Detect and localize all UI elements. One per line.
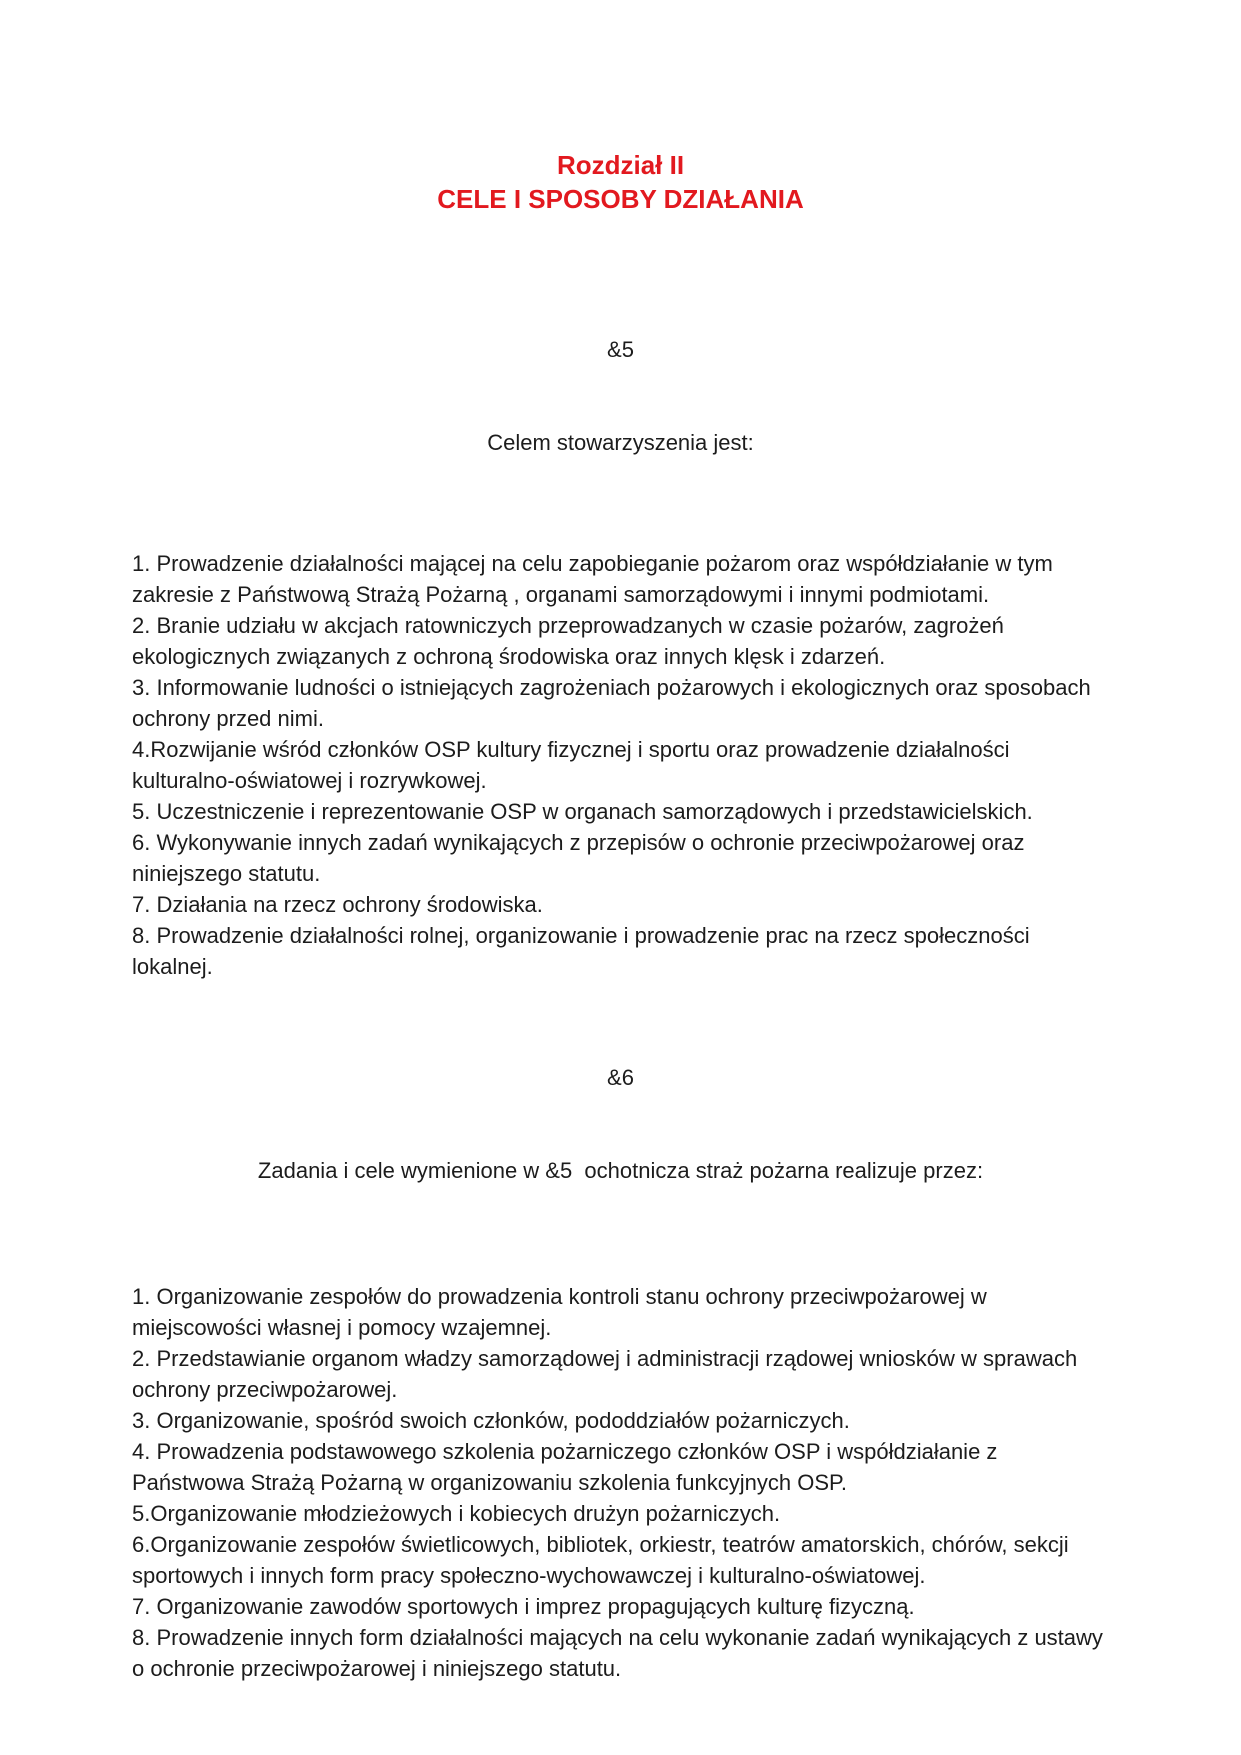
section5-header [132, 272, 1109, 520]
list-item: 1. Prowadzenie działalności mającej na celu zapobieganie pożarom oraz współdziałanie w tym zakresie z Państwową Strażą Pożarną , organami samorządowymi i innymi podmiotami. [132, 551, 1053, 607]
list-item: 2. Przedstawianie organom władzy samorządowej i administracji rządowej wniosków w sprawach ochrony przeciwpożarowej. [132, 1346, 1078, 1402]
list-item: 3. Informowanie ludności o istniejących zagrożeniach pożarowych i ekologicznych oraz sposobach ochrony przed nimi. [132, 675, 1091, 731]
list-item: 4.Rozwijanie wśród członków OSP kultury fizycznej i sportu oraz prowadzenie działalności kulturalno-oświatowej i rozrywkowej. [132, 737, 1010, 793]
section5-intro: Celem stowarzyszenia jest: [487, 430, 754, 455]
list-item: 5. Uczestniczenie i reprezentowanie OSP w organach samorządowych i przedstawicielskich. [132, 799, 1033, 824]
chapter-title [132, 148, 1109, 216]
list-item: 8. Prowadzenie działalności rolnej, organizowanie i prowadzenie prac na rzecz społeczności lokalnej. [132, 923, 1030, 979]
chapter-title-line1: Rozdział II [556, 150, 685, 180]
list-item: 6. Wykonywanie innych zadań wynikających z przepisów o ochronie przeciwpożarowej oraz niniejszego statutu. [132, 830, 1025, 886]
list-item: 1. Organizowanie zespołów do prowadzenia kontroli stanu ochrony przeciwpożarowej w miejscowości własnej i pomocy wzajemnej. [132, 1284, 987, 1340]
section6-list [132, 1281, 1109, 1684]
section6-symbol: &6 [607, 1065, 634, 1090]
list-item: 7. Działania na rzecz ochrony środowiska. [132, 892, 543, 917]
section5-symbol: &5 [607, 337, 634, 362]
list-item: 2. Branie udziału w akcjach ratowniczych przeprowadzanych w czasie pożarów, zagrożeń ekologicznych związanych z ochroną środowiska oraz innych klęsk i zdarzeń. [132, 613, 1004, 669]
section6-intro: Zadania i cele wymienione w &5 ochotnicza straż pożarna realizuje przez: [257, 1158, 984, 1183]
section5-list [132, 548, 1109, 982]
list-item: 3. Organizowanie, spośród swoich członków, pododdziałów pożarniczych. [132, 1408, 850, 1433]
list-item: 7. Organizowanie zawodów sportowych i imprez propagujących kulturę fizyczną. [132, 1594, 915, 1619]
list-item: 6.Organizowanie zespołów świetlicowych, bibliotek, orkiestr, teatrów amatorskich, chórów, sekcji sportowych i innych form pracy społeczno-wychowawczej i kulturalno-oświatowej. [132, 1532, 1069, 1588]
list-item: 8. Prowadzenie innych form działalności mających na celu wykonanie zadań wynikających z ustawy o ochronie przeciwpożarowej i niniejszego statutu. [132, 1625, 1103, 1681]
list-item: 4. Prowadzenia podstawowego szkolenia pożarniczego członków OSP i współdziałanie z Państwowa Strażą Pożarną w organizowaniu szkolenia funkcyjnych OSP. [132, 1439, 998, 1495]
list-item: 5.Organizowanie młodzieżowych i kobiecych drużyn pożarniczych. [132, 1501, 781, 1526]
chapter-title-line2: CELE I SPOSOBY DZIAŁANIA [437, 184, 804, 214]
section6-header [132, 1000, 1109, 1248]
